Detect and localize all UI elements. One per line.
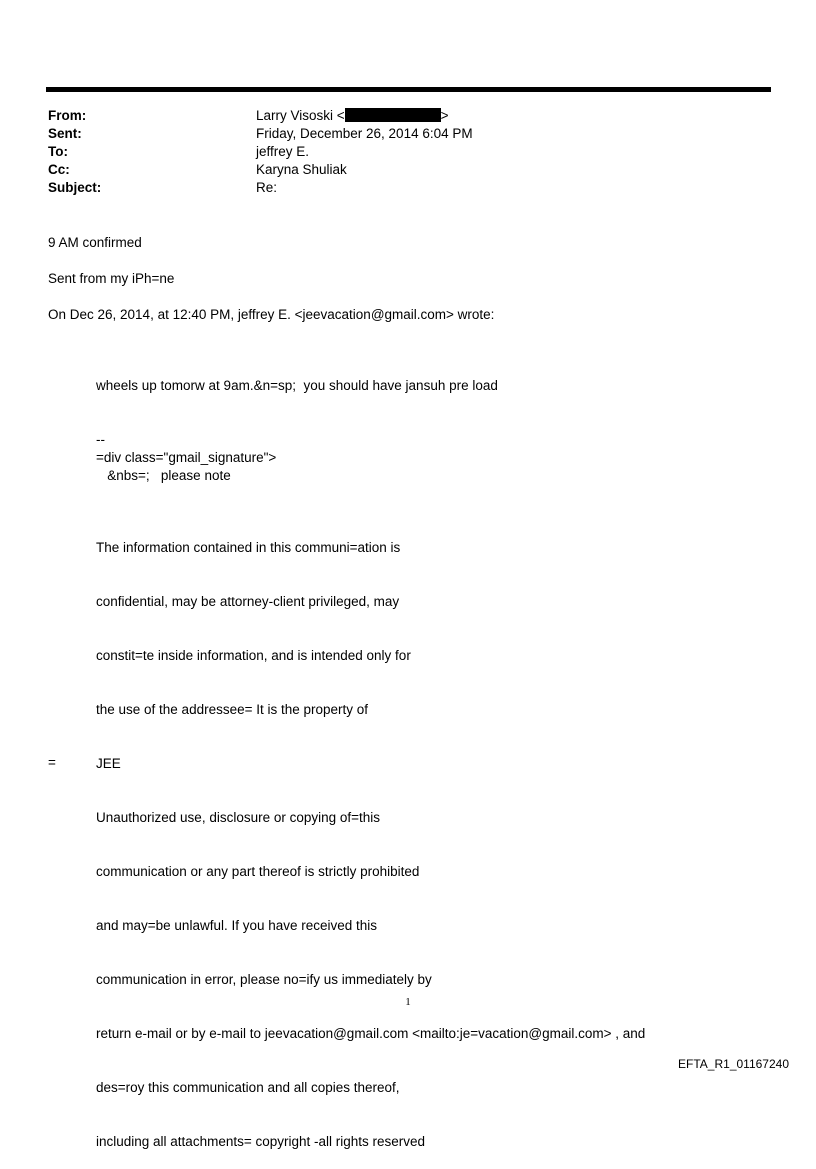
disclaimer-line: confidential, may be attorney-client privileged, may [96,594,400,609]
confidentiality-disclaimer [96,503,645,1169]
disclaimer-line: constit=te inside information, and is intended only for [96,648,411,663]
disclaimer-line: the use of the addressee= It is the property of [96,702,369,717]
subject-value: Re: [256,180,278,195]
sent-value: Friday, December 26, 2014 6:04 PM [256,126,473,141]
mobile-signature: Sent from my iPh=ne [48,271,175,286]
from-name: Larry Visoski < [256,108,345,123]
signature-dashes: -- [96,432,105,447]
page-number: 1 [405,996,411,1008]
disclaimer-line: including all attachments= copyright -all rights reserved [96,1134,426,1149]
disclaimer-line: JEE [96,756,121,771]
disclaimer-line: des=roy this communication and all copies thereof, [96,1080,400,1095]
sent-row [48,125,748,143]
from-label: From: [48,108,87,123]
redaction-block [345,108,441,122]
to-value: jeffrey E. [256,144,310,159]
from-close-bracket: > [440,108,449,123]
subject-label: Subject: [48,180,102,195]
disclaimer-line: communication or any part thereof is strictly prohibited [96,864,420,879]
header-rule [46,87,771,92]
sent-label: Sent: [48,126,82,141]
disclaimer-line: The information contained in this communi=ation is [96,540,401,555]
cc-row [48,161,748,179]
from-value [256,107,449,125]
bates-number: EFTA_R1_01167240 [678,1057,789,1071]
cc-label: Cc: [48,162,70,177]
subject-row [48,179,748,197]
cc-value: Karyna Shuliak [256,162,347,177]
email-header [48,107,748,197]
quoted-message: wheels up tomorw at 9am.&n=sp; you should have jansuh pre load [96,378,498,393]
trailing-equals: = [48,755,56,770]
signature-note: &nbs=; please note [96,468,231,483]
disclaimer-line: communication in error, please no=ify us immediately by [96,972,432,987]
signature-div-markup: =div class="gmail_signature"> [96,450,277,465]
disclaimer-line: and may=be unlawful. If you have received this [96,918,378,933]
reply-text: 9 AM confirmed [48,235,142,250]
disclaimer-line: Unauthorized use, disclosure or copying of=this [96,810,381,825]
to-row [48,143,748,161]
from-row [48,107,748,125]
to-label: To: [48,144,68,159]
quote-intro: On Dec 26, 2014, at 12:40 PM, jeffrey E. <jeevacation@gmail.com> wrote: [48,307,495,322]
disclaimer-line: return e-mail or by e-mail to jeevacation@gmail.com <mailto:je=vacation@gmail.com> , and [96,1026,646,1041]
